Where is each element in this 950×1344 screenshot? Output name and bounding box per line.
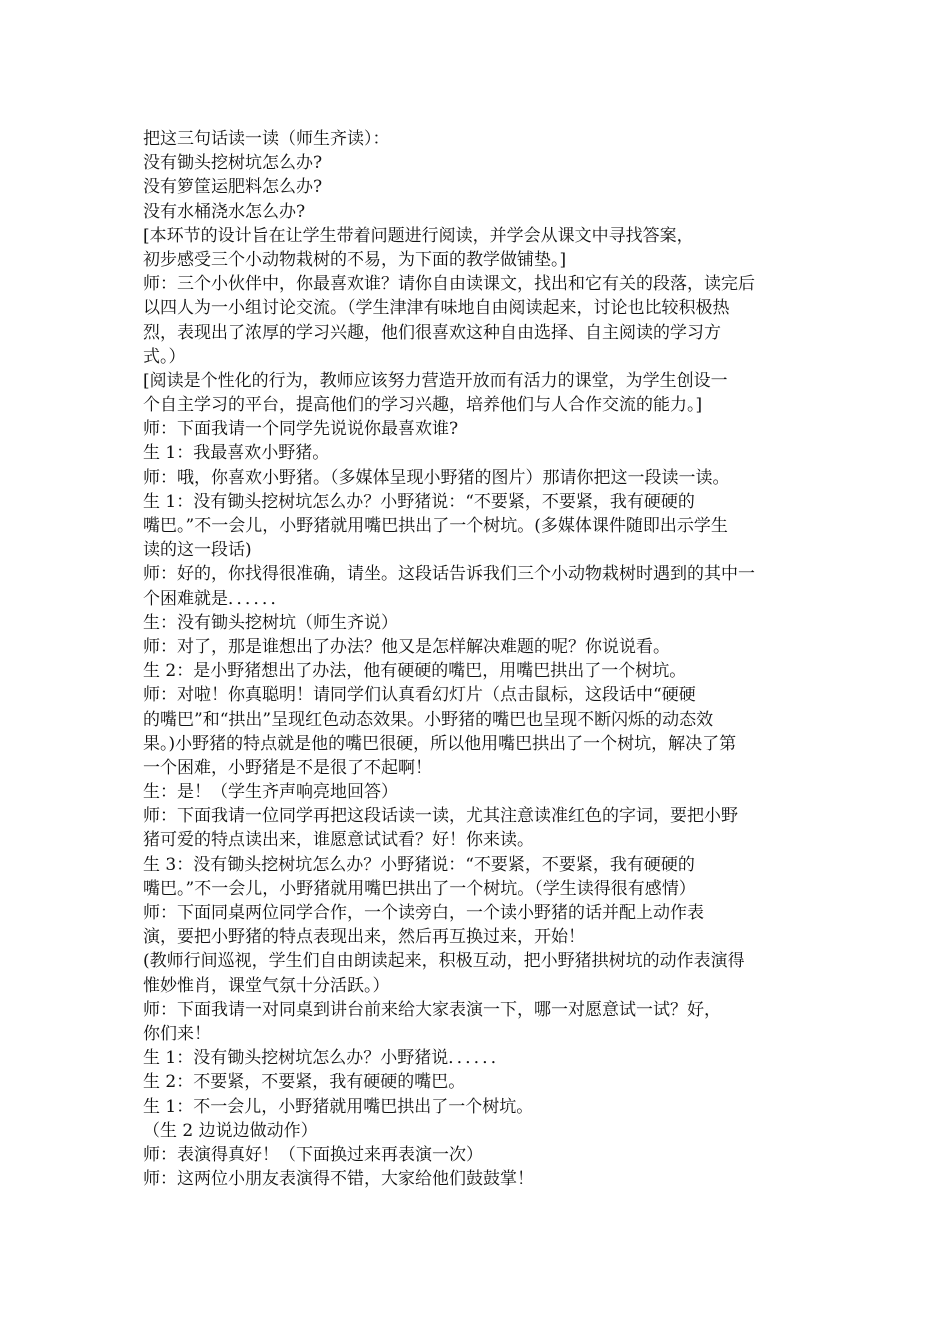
text-line: 读的这一段话) [143,540,252,561]
text-line: 师：下面我请一位同学再把这段话读一读，尤其注意读准红色的字词，要把小野 [143,806,738,827]
text-line: 猪可爱的特点读出来，谁愿意试试看？好！你来读。 [143,830,534,851]
text-line: 生 2：不要紧，不要紧，我有硬硬的嘴巴。 [143,1072,466,1093]
text-line: 你们来！ [143,1023,211,1044]
text-line: 没有锄头挖树坑怎么办? [143,153,323,174]
text-line: 师：下面我请一对同桌到讲台前来给大家表演一下，哪一对愿意试一试？好， [143,999,721,1020]
text-line: 式。） [143,346,186,367]
text-line: 没有水桶浇水怎么办? [143,201,306,222]
text-line: 师：下面同桌两位同学合作，一个读旁白，一个读小野猪的话并配上动作表 [143,903,704,923]
text-line: 把这三句话读一读（师生齐读）： [143,129,390,149]
text-line: 烈，表现出了浓厚的学习兴趣，他们很喜欢这种自由选择、自主阅读的学习方 [143,322,721,343]
text-line: 个自主学习的平台，提高他们的学习兴趣，培养他们与人合作交流的能力。] [143,395,703,416]
text-line: 师：好的，你找得很准确，请坐。这段话告诉我们三个小动物栽树时遇到的其中一 [143,564,755,585]
text-line: 师：对了，那是谁想出了办法？他又是怎样解决难题的呢？你说说看。 [143,636,670,657]
text-line: 生 2：是小野猪想出了办法，他有硬硬的嘴巴，用嘴巴拱出了一个树坑。 [143,661,687,682]
text-line: 生：是！（学生齐声响亮地回答） [143,782,398,803]
text-line: [本环节的设计旨在让学生带着问题进行阅读，并学会从课文中寻找答案， [143,225,694,246]
document-body [143,127,823,1191]
text-line: 个困难就是．．．．．． [143,588,288,609]
text-line: 生 1：没有锄头挖树坑怎么办？小野猪说．．．．．． [143,1048,508,1069]
text-line: 师：这两位小朋友表演得不错，大家给他们鼓鼓掌！ [143,1169,534,1190]
text-line: 生：没有锄头挖树坑（师生齐说） [143,612,398,633]
text-line: 以四人为一小组讨论交流。（学生津津有味地自由阅读起来，讨论也比较积极热 [143,298,730,319]
text-line: 初步感受三个小动物栽树的不易，为下面的教学做铺垫。] [143,249,567,270]
text-line: 师：下面我请一个同学先说说你最喜欢谁? [143,419,459,440]
text-line: 师：哦，你喜欢小野猪。（多媒体呈现小野猪的图片）那请你把这一段读一读。 [143,467,730,488]
text-line: 师：对啦！你真聪明！请同学们认真看幻灯片（点击鼠标，这段话中“硬硬 [143,685,696,706]
text-line: 生 1：不一会儿，小野猪就用嘴巴拱出了一个树坑。 [143,1096,534,1117]
text-line: 没有箩筐运肥料怎么办? [143,177,323,198]
text-line: (教师行间巡视，学生们自由朗读起来，积极互动，把小野猪拱树坑的动作表演得 [143,951,745,972]
text-line: 生 1：没有锄头挖树坑怎么办？小野猪说：“不要紧，不要紧，我有硬硬的 [143,491,695,512]
text-line: 一个困难，小野猪是不是很了不起啊！ [143,757,432,778]
text-line: 生 3：没有锄头挖树坑怎么办？小野猪说：“不要紧，不要紧，我有硬硬的 [143,854,695,875]
text-line: 惟妙惟肖，课堂气氛十分活跃。） [143,975,390,996]
text-line: 师：表演得真好！（下面换过来再表演一次） [143,1144,483,1165]
text-line: （生 2 边说边做动作） [143,1120,318,1141]
text-line: 果。)小野猪的特点就是他的嘴巴很硬，所以他用嘴巴拱出了一个树坑，解决了第 [143,733,737,754]
text-line: 演，要把小野猪的特点表现出来，然后再互换过来，开始！ [143,927,585,948]
text-line: 的嘴巴”和“拱出”呈现红色动态效果。小野猪的嘴巴也呈现不断闪烁的动态效 [143,709,714,730]
text-line: 生 1：我最喜欢小野猪。 [143,443,330,464]
text-line: 嘴巴。”不一会儿，小野猪就用嘴巴拱出了一个树坑。(多媒体课件随即出示学生 [143,516,728,536]
text-line: 嘴巴。”不一会儿，小野猪就用嘴巴拱出了一个树坑。（学生读得很有感情） [143,878,696,899]
text-line: [阅读是个性化的行为，教师应该努力营造开放而有活力的课堂，为学生创设一 [143,370,728,391]
text-line: 师：三个小伙伴中，你最喜欢谁？请你自由读课文，找出和它有关的段落，读完后 [143,274,755,295]
